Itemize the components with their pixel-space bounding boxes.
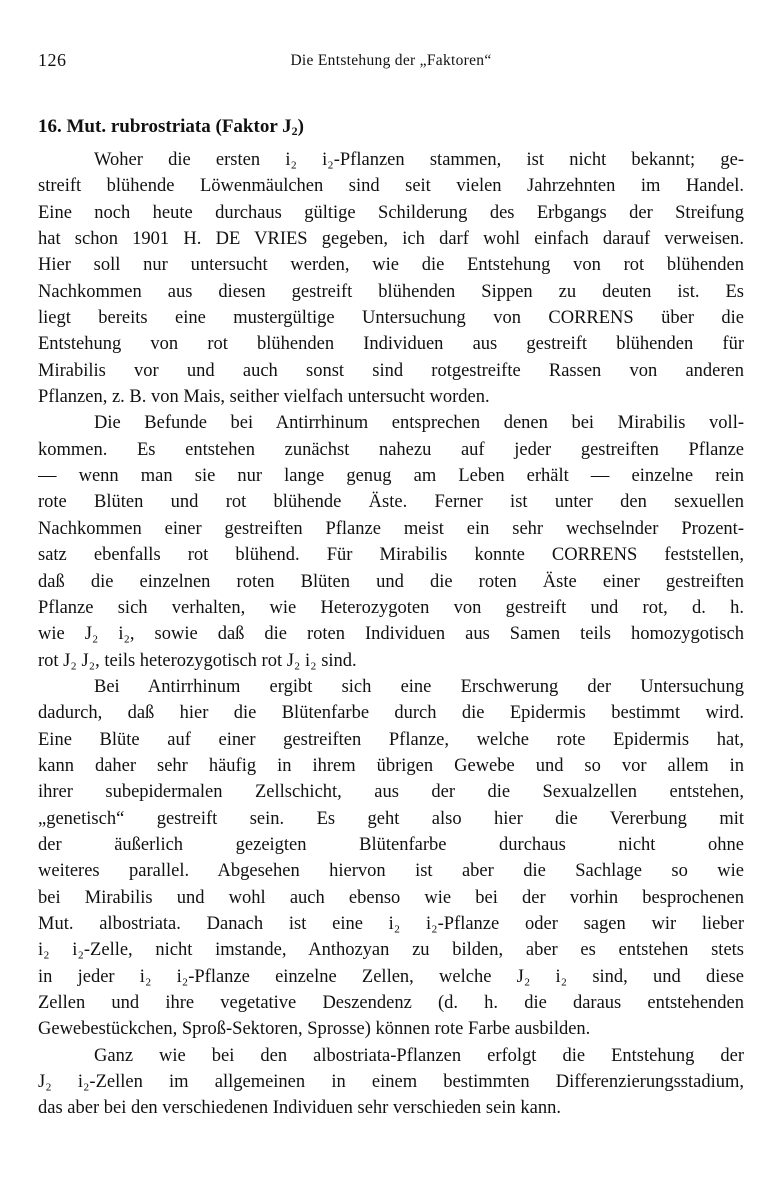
text-line: Woher die ersten i₂ i₂-Pflanzen stammen, ist nicht bekannt; ge- [94,150,744,170]
text-line: Hier soll nur untersucht werden, wie die Entstehung von rot blühenden [38,255,744,276]
text-line: satz ebenfalls rot blühend. Für Mirabilis konnte CORRENS feststellen, [38,545,744,566]
text-line: Pflanzen, z. B. von Mais, seither vielfach untersucht worden. [38,387,490,408]
page-number: 126 [38,50,67,70]
text-line: Bei Antirrhinum ergibt sich eine Erschwerung der Untersuchung [94,676,744,697]
text-line: weiteres parallel. Abgesehen hiervon ist aber die Sachlage so wie [38,861,744,882]
text-line: „genetisch“ gestreift sein. Es geht also hier die Vererbung mit [38,808,744,829]
text-line: — wenn man sie nur lange genug am Leben erhält — einzelne rein [38,466,744,487]
text-line: rote Blüten und rot blühende Äste. Ferner ist unter den sexuellen [38,492,744,513]
page-header [38,50,744,74]
text-line: kommen. Es entstehen zunächst nahezu auf jeder gestreiften Pflanze [38,439,744,460]
text-line: bei Mirabilis und wohl auch ebenso wie bei der vorhin besprochenen [38,887,744,908]
text-line: kann daher sehr häufig in ihrem übrigen Gewebe und so vor allem in [38,755,744,776]
text-line: J₂ i₂-Zellen im allgemeinen in einem bestimmten Differenzierungsstadium, [38,1072,744,1093]
text-line: der äußerlich gezeigten Blütenfarbe durchaus nicht ohne [38,834,744,855]
text-line: rot J₂ J₂, teils heterozygotisch rot J₂ i₂ sind. [38,650,357,671]
text-line: Gewebestückchen, Sproß-Sektoren, Sprosse) können rote Farbe ausbilden. [38,1019,591,1040]
body-text [38,147,744,1122]
text-line: Eine Blüte auf einer gestreiften Pflanze, welche rote Epidermis hat, [38,729,744,750]
text-line: dadurch, daß hier die Blütenfarbe durch die Epidermis bestimmt wird. [38,703,744,724]
text-line: Zellen und ihre vegetative Deszendenz (d. h. die daraus entstehenden [38,993,744,1013]
text-line: Entstehung von rot blühenden Individuen aus gestreift blühenden für [38,334,744,355]
text-line: daß die einzelnen roten Blüten und die roten Äste einer gestreiften [38,571,744,592]
text-line: hat schon 1901 H. DE VRIES gegeben, ich darf wohl einfach darauf verweisen. [38,229,744,250]
section-title-closing: ) [297,116,304,137]
text-line: streift blühende Löwenmäulchen sind seit vielen Jahrzehnten im Handel. [38,176,744,197]
section-title-subscript: 2 [291,124,298,138]
text-line: Nachkommen aus diesen gestreift blühenden Sippen zu deuten ist. Es [38,281,744,302]
text-line: Die Befunde bei Antirrhinum entsprechen denen bei Mirabilis voll- [94,413,744,434]
text-line: in jeder i₂ i₂-Pflanze einzelne Zellen, welche J₂ i₂ sind, und diese [38,966,744,987]
text-line: ihrer subepidermalen Zellschicht, aus der die Sexualzellen entstehen, [38,782,744,803]
section-heading [38,115,744,140]
section-number: 16. [38,116,62,137]
text-line: Eine noch heute durchaus gültige Schilderung des Erbgangs der Streifung [38,202,744,223]
text-line: wie J₂ i₂, sowie daß die roten Individuen aus Samen teils homozygotisch [38,624,744,645]
section-title: Mut. rubrostriata (Faktor J [66,116,292,137]
text-line: liegt bereits eine mustergültige Untersuchung von CORRENS über die [38,308,744,329]
text-line: Ganz wie bei den albostriata-Pflanzen erfolgt die Entstehung der [94,1045,744,1066]
text-line: Nachkommen einer gestreiften Pflanze meist ein sehr wechselnder Prozent- [38,518,744,539]
text-line: Mut. albostriata. Danach ist eine i₂ i₂-Pflanze oder sagen wir lieber [38,913,744,934]
text-line: das aber bei den verschiedenen Individuen sehr verschieden sein kann. [38,1098,561,1119]
text-line: Mirabilis vor und auch sonst sind rotgestreifte Rassen von anderen [38,360,744,381]
text-line: i₂ i₂-Zelle, nicht imstande, Anthozyan zu bilden, aber es entstehen stets [38,940,744,961]
running-title: Die Entstehung der „Faktoren“ [290,52,492,69]
text-line: Pflanze sich verhalten, wie Heterozygoten von gestreift und rot, d. h. [38,597,744,618]
